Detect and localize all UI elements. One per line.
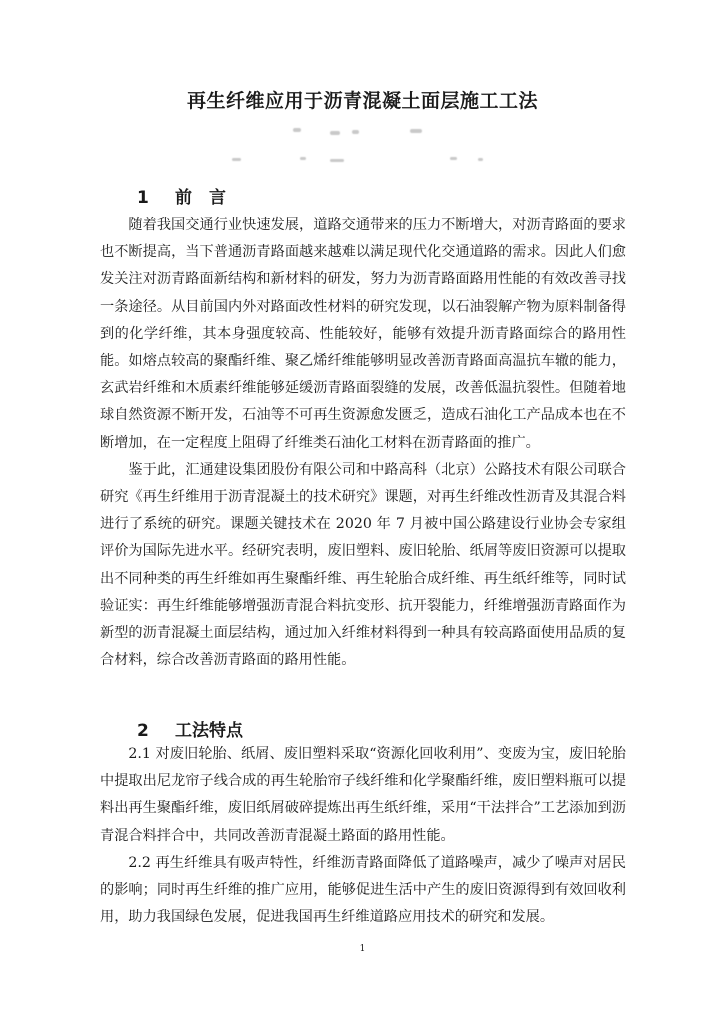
section-body: [100, 741, 626, 931]
paragraph: 鉴于此，汇通建设集团股份有限公司和中路高科（北京）公路技术有限公司联合研究《再生纤维用于沥青混凝土的技术研究》课题，对再生纤维改性沥青及其混合料进行了系统的研究。课题关键技术在 2020 年 7 月被中国公路建设行业协会专家组评价为国际先进水平。经研究表明，废旧塑料、废旧轮胎、纸屑等废旧资源可以提取出不同种类的再生纤维如再生聚酯纤维、再生轮胎合成纤维、再生纸纤维等，同时试验证实：再生纤维能够增强沥青混合料抗变形、抗开裂能力，纤维增强沥青路面作为新型的沥青混凝土面层结构，通过加入纤维材料得到一种具有较高路面使用品质的复合材料，综合改善沥青路面的路用性能。: [100, 461, 626, 669]
section-title: 前 言: [175, 188, 226, 208]
author-smudge: [410, 129, 422, 133]
section-number: 2: [137, 721, 149, 741]
section-body: [100, 212, 626, 674]
affiliation-smudge: [232, 158, 241, 161]
author-smudge: [293, 128, 301, 132]
affiliation-smudge: [300, 157, 306, 160]
section-title: 工法特点: [175, 721, 243, 741]
paragraph: 2.2 再生纤维具有吸声特性，纤维沥青路面降低了道路噪声，减少了噪声对居民的影响；同时再生纤维的推广应用，能够促进生活中产生的废旧资源得到有效回收利用，助力我国绿色发展，促进我国再生纤维道路应用技术的研究和发展。: [100, 854, 626, 926]
author-smudge: [330, 131, 340, 135]
document-title: 再生纤维应用于沥青混凝土面层施工工法: [186, 90, 538, 112]
section-heading: [137, 183, 226, 208]
section-heading: [137, 716, 243, 741]
page-number: 1: [359, 944, 366, 954]
affiliation-smudge: [330, 159, 344, 162]
paragraph: 2.1 对废旧轮胎、纸屑、废旧塑料采取“资源化回收利用”、变废为宝，废旧轮胎中提取出尼龙帘子线合成的再生轮胎帘子线纤维和化学聚酯纤维，废旧塑料瓶可以提料出再生聚酯纤维，废旧纸屑破碎提炼出再生纸纤维，采用“干法拌合”工艺添加到沥青混合料拌合中，共同改善沥青混凝土路面的路用性能。: [100, 746, 626, 844]
section-number: 1: [137, 188, 149, 208]
affiliation-smudge: [478, 158, 483, 161]
paragraph: 随着我国交通行业快速发展，道路交通带来的压力不断增大，对沥青路面的要求也不断提高，当下普通沥青路面越来越难以满足现代化交通道路的需求。因此人们愈发关注对沥青路面新结构和新材料的研发，努力为沥青路面路用性能的有效改善寻找一条途径。从目前国内外对路面改性材料的研究发现，以石油裂解产物为原料制备得到的化学纤维，其本身强度较高、性能较好，能够有效提升沥青路面综合的路用性能。如熔点较高的聚酯纤维、聚乙烯纤维能够明显改善沥青路面高温抗车辙的能力，玄武岩纤维和木质素纤维能够延缓沥青路面裂缝的发展，改善低温抗裂性。但随着地球自然资源不断开发，石油等不可再生资源愈发匮乏，造成石油化工产品成本也在不断增加，在一定程度上阻碍了纤维类石油化工材料在沥青路面的推广。: [100, 217, 626, 451]
author-smudge: [352, 130, 359, 134]
affiliation-smudge: [450, 157, 457, 160]
